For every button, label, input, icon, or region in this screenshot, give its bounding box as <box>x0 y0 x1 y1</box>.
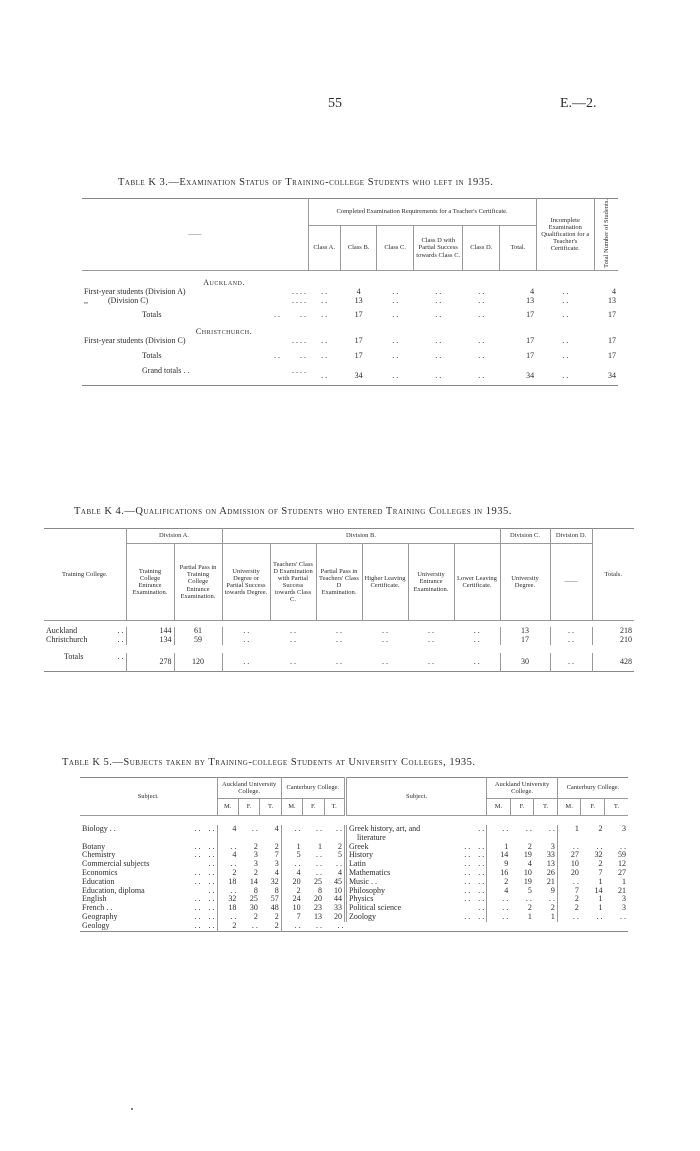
k5-cell: 13 <box>546 859 555 869</box>
k3-header-class-d: Class D. <box>463 226 500 271</box>
k5-header-auckland-right: Auckland University College. <box>487 778 558 799</box>
k5-cell: . . <box>596 841 603 851</box>
k5-cell: 13 <box>314 911 323 921</box>
k5-cell: 26 <box>546 867 555 877</box>
k5-cell: 4 <box>274 824 279 833</box>
k5-cell: 32 <box>594 850 603 860</box>
k5-cell: 2 <box>550 903 555 913</box>
k5-header-subject-left: Subject. <box>80 778 217 816</box>
k5-cell: 14 <box>487 851 511 860</box>
k5-cell: 14 <box>249 876 258 886</box>
k3-row: Grand totals . . . . . . . . 34 . . . . . . 34 . . 34 <box>82 367 618 386</box>
k5-header-auckland-left: Auckland University College. <box>217 778 281 799</box>
k5-cell: 7 <box>557 887 581 896</box>
k3-header-total: Total. <box>500 226 537 271</box>
k5-subject: Greek history, art, and <box>348 824 421 833</box>
k5-cell: 7 <box>281 913 302 922</box>
k5-cell: . . <box>316 850 323 860</box>
k5-subject: Education, diploma <box>82 885 145 895</box>
k5-cell: . . <box>487 904 511 913</box>
k5-row: Chemistry . . . . 4 3 7 5 . . 5 History . . . . 14 19 33 27 32 59 <box>82 850 626 860</box>
k5-cell: 10 <box>333 885 342 895</box>
k4-header-higher-leaving: Higher Leaving Certificate. <box>362 544 408 621</box>
k5-cell: 20 <box>333 911 342 921</box>
k5-cell: . . <box>281 922 302 931</box>
k5-cell: 2 <box>487 878 511 887</box>
k5-subject: Geography <box>82 911 118 921</box>
k5-cell: . . <box>525 894 532 904</box>
k3-header-class-c: Class C. <box>377 226 414 271</box>
k5-cell: 3 <box>622 894 626 904</box>
k3-header-class-d-partial: Class D with Partial Success towards Class C. <box>413 226 463 271</box>
k5-cell: 2 <box>274 920 279 930</box>
k5-header-t: T. <box>604 799 628 816</box>
k5-cell: 27 <box>618 867 626 877</box>
k5-row: Geography . . . . . . 2 2 7 13 20 Zoology . . . . . . 1 1 . . . . . . <box>82 911 626 921</box>
k5-cell: . . <box>596 911 603 921</box>
k5-cell: 10 <box>557 860 581 869</box>
k3-row: Totals . . . . . . 17 . . . . . . 17 . . 17 <box>142 350 616 360</box>
k5-cell: 5 <box>281 851 302 860</box>
k4-header-univ-degree: University Degree. <box>500 544 550 621</box>
k5-row: Economics . . . . 2 2 4 4 . . 4 Mathematics . . . . 16 10 26 20 7 27 <box>82 867 626 877</box>
k5-cell: 4 <box>487 887 511 896</box>
k4-table <box>44 528 634 672</box>
k4-row: Totals . . 278 120 . . . . . . . . . . . . 30 . . 428 <box>44 653 634 672</box>
k5-cell: 2 <box>281 887 302 896</box>
k5-header-m: M. <box>217 799 238 816</box>
k5-cell: . . <box>217 843 238 852</box>
k5-cell: 25 <box>249 894 258 904</box>
k5-cell: 16 <box>487 869 511 878</box>
k5-cell: 2 <box>337 841 342 851</box>
k3-row: First-year students (Division A) . . . . . . 4 . . . . . . 4 . . 4 <box>84 286 616 296</box>
k5-cell: 2 <box>527 841 532 851</box>
k5-subject: Physics <box>348 894 374 904</box>
k5-cell: 2 <box>598 859 603 869</box>
k5-header-f: F. <box>238 799 259 816</box>
k4-header-partial-tce: Partial Pass in Training College Entrance Examination. <box>174 544 222 621</box>
k5-cell: 24 <box>281 895 302 904</box>
k5-subject: Chemistry <box>82 850 116 860</box>
k5-cell: 2 <box>217 869 238 878</box>
k5-cell: 2 <box>274 841 279 851</box>
k5-row: Biology . . . . . . 4 . . 4 . . . . . . Greek history, art, and . . . . . . . . 1 2 3 <box>82 824 626 833</box>
k5-cell: 45 <box>333 876 342 886</box>
k5-cell: . . <box>487 825 511 834</box>
k5-cell: . . <box>335 859 342 869</box>
k5-cell: . . <box>217 913 238 922</box>
k4-header-univ-entrance: University Entrance Examination. <box>408 544 454 621</box>
k5-cell: 19 <box>523 850 532 860</box>
k5-header-t: T. <box>534 799 558 816</box>
k3-header-class-b: Class B. <box>340 226 377 271</box>
k5-cell: . . <box>557 913 581 922</box>
k5-cell: 20 <box>281 878 302 887</box>
k5-cell: 5 <box>337 850 342 860</box>
k5-cell: 8 <box>274 885 279 895</box>
k3-table <box>82 198 618 386</box>
k5-cell: . . <box>217 887 238 896</box>
k5-cell: . . <box>548 894 555 904</box>
k5-subject: Greek <box>348 841 369 851</box>
k5-cell: 2 <box>527 903 532 913</box>
k5-cell: . . <box>487 895 511 904</box>
k5-header-m: M. <box>281 799 302 816</box>
k5-cell: 4 <box>217 825 238 834</box>
k5-cell: . . <box>620 911 626 921</box>
k5-cell: 1 <box>527 911 532 921</box>
k5-subject: Latin <box>348 859 366 869</box>
k5-cell: 3 <box>550 841 555 851</box>
k5-cell: 4 <box>281 869 302 878</box>
k4-header-college: Training College. <box>44 529 126 621</box>
k5-subject: English <box>82 894 107 904</box>
k5-cell: 19 <box>523 876 532 886</box>
k5-cell: . . <box>316 859 323 869</box>
k5-cell: 57 <box>270 894 279 904</box>
k5-header-m: M. <box>487 799 511 816</box>
k5-cell: 1 <box>557 825 581 834</box>
k5-subject: Political science <box>348 903 402 913</box>
k5-cell: 23 <box>314 903 323 913</box>
k5-cell: . . <box>316 920 323 930</box>
k4-header-teachers-d: Teachers' Class D Examination with Partial Success towards Class C. <box>270 544 316 621</box>
k5-cell: . . <box>487 913 511 922</box>
k5-cell: . . <box>548 824 555 833</box>
k3-caption: Table K 3.—Examination Status of Training-college Students who left in 1935. <box>118 177 494 188</box>
k5-cell: 18 <box>217 904 238 913</box>
k5-subject: Zoology <box>348 911 377 921</box>
k4-header-division-c: Division C. <box>500 529 550 544</box>
k4-caption: Table K 4.—Qualifications on Admission of Students who entered Training Colleges in 1935. <box>74 506 512 517</box>
k3-row: ,, (Division C) . . . . . . 13 . . . . . . 13 . . 13 <box>84 295 616 305</box>
k5-cell: 2 <box>557 904 581 913</box>
k5-row: Commercial subjects . . . . 3 3 . . . . . . Latin . . . . 9 4 13 10 2 12 <box>82 859 626 869</box>
k3-header-dash: —— <box>82 199 308 271</box>
k4-header-division-b: Division B. <box>222 529 500 544</box>
page-reference: E.—2. <box>560 96 597 111</box>
k5-cell: 2 <box>217 922 238 931</box>
k5-cell: 20 <box>314 894 323 904</box>
k5-cell: 2 <box>557 895 581 904</box>
k5-cell: . . <box>217 860 238 869</box>
k5-cell: . . <box>281 860 302 869</box>
k5-cell: 3 <box>274 859 279 869</box>
k5-subject: Education <box>82 876 115 886</box>
k5-cell: 33 <box>546 850 555 860</box>
k5-header-canterbury-right: Canterbury College. <box>557 778 628 799</box>
k5-cell: 5 <box>527 885 532 895</box>
k5-cell: 8 <box>318 885 323 895</box>
k5-header-t: T. <box>324 799 345 816</box>
k5-cell: . . <box>316 867 323 877</box>
k5-cell: 7 <box>598 867 603 877</box>
k3-header-completed: Completed Examination Requirements for a Teacher's Certificate. <box>308 199 536 226</box>
k5-cell: . . <box>316 824 323 833</box>
k3-section-christchurch: Christchurch. <box>195 327 253 337</box>
k5-cell: 59 <box>618 850 626 860</box>
k3-section-auckland: Auckland. <box>203 278 245 288</box>
k5-cell: 44 <box>333 894 342 904</box>
k5-subject: Geology <box>82 920 110 930</box>
k4-row: Christchurch . . 134 59 . . . . . . . . . . . . 17 . . 210 <box>46 634 632 644</box>
k5-cell: 2 <box>253 867 258 877</box>
k5-cell: 2 <box>253 911 258 921</box>
k5-cell: . . <box>335 824 342 833</box>
k4-header-division-d: Division D. <box>550 529 592 544</box>
k5-cell: 27 <box>557 851 581 860</box>
k5-cell: 2 <box>253 841 258 851</box>
k5-cell: . . <box>620 841 626 851</box>
k5-subject: Music . . <box>348 876 377 886</box>
k5-cell: 1 <box>281 843 302 852</box>
k5-cell: 33 <box>333 903 342 913</box>
k5-row: Geology . . . . 2 . . 2 . . . . . . <box>80 922 628 931</box>
k5-cell: . . <box>525 824 532 833</box>
k5-cell: 1 <box>622 876 626 886</box>
stray-mark <box>131 1108 133 1110</box>
k5-cell: 7 <box>274 850 279 860</box>
k5-cell: 9 <box>550 885 555 895</box>
k5-row: Education, diploma . . . . 8 8 2 8 10 Philosophy . . . . 4 5 9 7 14 21 <box>82 885 626 895</box>
k5-subject: Mathematics <box>348 867 391 877</box>
k5-cell: 20 <box>557 869 581 878</box>
k5-cell: . . <box>251 824 258 833</box>
k5-subject: Philosophy <box>348 885 385 895</box>
k5-subject: History <box>348 850 373 860</box>
k5-cell: 25 <box>314 876 323 886</box>
k5-cell: 1 <box>598 876 603 886</box>
k5-header-canterbury-left: Canterbury College. <box>281 778 345 799</box>
k5-subject: Economics <box>82 867 118 877</box>
k5-cell: 10 <box>523 867 532 877</box>
k5-cell: 4 <box>527 859 532 869</box>
k5-cell: 3 <box>622 824 626 833</box>
page-number: 55 <box>328 96 342 111</box>
k5-cell: 8 <box>253 885 258 895</box>
k5-cell: 10 <box>281 904 302 913</box>
k5-cell: 3 <box>253 859 258 869</box>
k5-cell: 9 <box>487 860 511 869</box>
k3-header-class-a: Class A. <box>308 226 340 271</box>
k5-cell: . . <box>281 825 302 834</box>
k5-header-f: F. <box>303 799 324 816</box>
k4-header-partial-d: Partial Pass in Teachers' Class D Examination. <box>316 544 362 621</box>
k5-cell: 4 <box>217 851 238 860</box>
k3-header-incomplete: Incomplete Examination Qualification for a Teacher's Certificate. <box>536 199 594 271</box>
k5-cell: 12 <box>618 859 626 869</box>
k5-subject: Commercial subjects <box>82 859 150 869</box>
k5-cell: 2 <box>274 911 279 921</box>
k5-header-f: F. <box>510 799 534 816</box>
k3-row: First-year students (Division C) . . . . . . 17 . . . . . . 17 . . 17 <box>84 336 616 345</box>
k5-header-subject-right: Subject. <box>345 778 486 816</box>
k5-row: French . . . . . . 18 30 48 10 23 33 Political science . . . . 2 2 2 1 3 <box>82 903 626 913</box>
k5-row: English . . . . 32 25 57 24 20 44 Physics . . . . . . . . . . 2 1 3 <box>82 894 626 904</box>
k5-cell: 1 <box>318 841 323 851</box>
k5-cell: . . <box>557 843 581 852</box>
k5-cell: 3 <box>622 903 626 913</box>
k5-subject: French . . <box>82 903 113 913</box>
k4-header-lower-leaving: Lower Leaving Certificate. <box>454 544 500 621</box>
k3-header-total-students: Total Number of Students. <box>594 199 618 271</box>
k5-cell: 4 <box>337 867 342 877</box>
k5-cell: 32 <box>217 895 238 904</box>
k5-cell: 1 <box>598 894 603 904</box>
k5-cell: . . <box>557 878 581 887</box>
k5-cell: . . <box>337 920 344 930</box>
k5-subject: Botany <box>82 841 106 851</box>
k5-cell: 3 <box>253 850 258 860</box>
k5-cell: 1 <box>550 911 555 921</box>
k5-cell: 1 <box>598 903 603 913</box>
k5-cell: 2 <box>598 824 603 833</box>
k5-header-f: F. <box>581 799 605 816</box>
k5-cell: . . <box>251 920 258 930</box>
k5-cell: 21 <box>546 876 555 886</box>
k4-header-div-d-dash: —— <box>550 544 592 621</box>
k5-row: Botany . . . . . . 2 2 1 1 2 Greek . . . . 1 2 3 . . . . . . <box>82 841 626 851</box>
k5-subject: Biology . . <box>82 824 116 833</box>
k5-cell: 4 <box>274 867 279 877</box>
k5-row-continuation: literature <box>80 834 628 843</box>
k4-header-totals: Totals. <box>592 529 634 621</box>
k5-header-t: T. <box>260 799 281 816</box>
k5-table <box>80 777 628 932</box>
k5-cell: 48 <box>270 903 279 913</box>
k5-cell: 30 <box>249 903 258 913</box>
k5-caption: Table K 5.—Subjects taken by Training-college Students at University Colleges, 1935. <box>62 757 476 768</box>
k4-row: Auckland . . 144 61 . . . . . . . . . . . . 13 . . 218 <box>46 626 632 635</box>
k3-row: Totals . . . . . . 17 . . . . . . 17 . . 17 <box>142 310 616 320</box>
k5-cell: 32 <box>270 876 279 886</box>
k5-header-m: M. <box>557 799 581 816</box>
k5-cell: 18 <box>217 878 238 887</box>
k5-cell: 14 <box>594 885 603 895</box>
k4-header-division-a: Division A. <box>126 529 222 544</box>
k4-header-tce: Training College Entrance Examination. <box>126 544 174 621</box>
k5-cell: 21 <box>618 885 626 895</box>
k4-header-univ-partial: University Degree or Partial Success towards Degree. <box>222 544 270 621</box>
k5-cell: 1 <box>487 843 511 852</box>
k5-row: Education . . . . 18 14 32 20 25 45 Music . . . . . . 2 19 21 . . 1 1 <box>82 876 626 886</box>
